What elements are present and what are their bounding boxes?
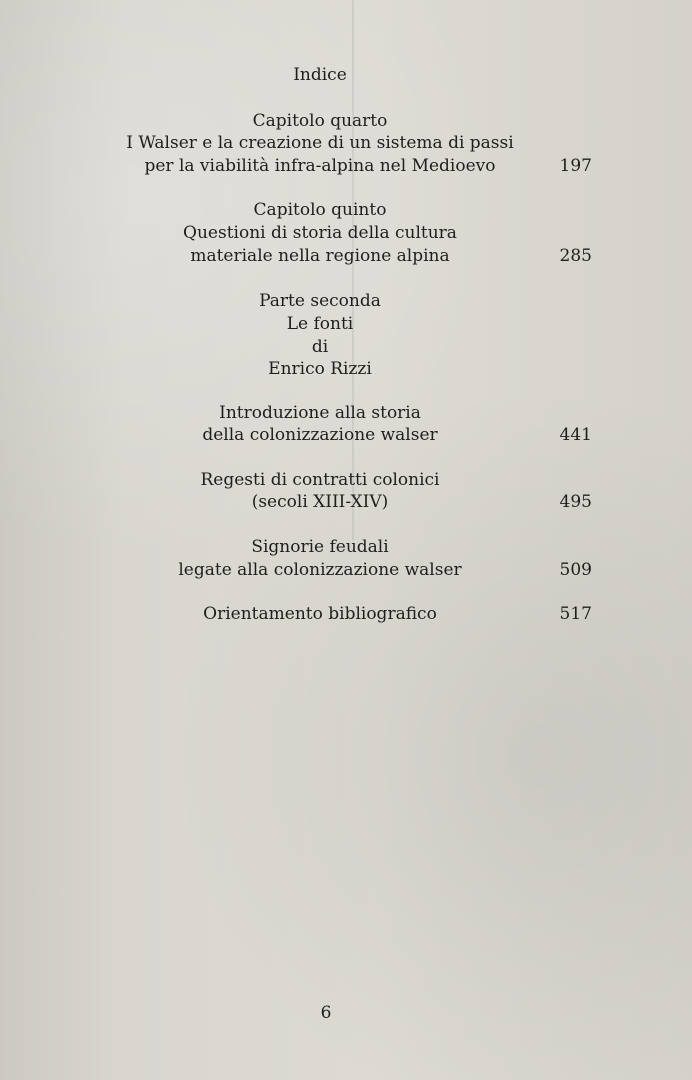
entry-6-page-number: 509 bbox=[559, 560, 592, 580]
entry-1-page-number: 197 bbox=[559, 156, 592, 176]
entry-7-page-number: 517 bbox=[559, 604, 592, 624]
entry-2-line-3: materiale nella regione alpina bbox=[190, 246, 450, 266]
entry-2-line-1: Capitolo quinto bbox=[253, 200, 387, 220]
entry-1-line-3: per la viabilità infra-alpina nel Medioevo bbox=[144, 156, 496, 176]
entry-4-line-2: della colonizzazione walser bbox=[202, 425, 438, 445]
index-title: Indice bbox=[293, 65, 347, 85]
part-two-line-4: Enrico Rizzi bbox=[268, 359, 372, 379]
entry-7-line-1: Orientamento bibliografico bbox=[203, 604, 437, 624]
entry-6-line-1: Signorie feudali bbox=[251, 537, 389, 557]
entry-4-page-number: 441 bbox=[559, 425, 592, 445]
part-two-line-1: Parte seconda bbox=[259, 291, 381, 311]
entry-1-line-1: Capitolo quarto bbox=[252, 111, 388, 131]
entry-5-line-1: Regesti di contratti colonici bbox=[200, 470, 440, 490]
part-two-line-3: di bbox=[311, 337, 329, 357]
entry-2-page-number: 285 bbox=[559, 246, 592, 266]
part-two-line-2: Le fonti bbox=[286, 314, 354, 334]
entry-6-line-2: legate alla colonizzazione walser bbox=[178, 560, 462, 580]
entry-4-line-1: Introduzione alla storia bbox=[219, 403, 421, 423]
entry-1-line-2: I Walser e la creazione di un sistema di passi bbox=[126, 133, 514, 153]
entry-5-page-number: 495 bbox=[559, 492, 592, 512]
footer-page-number: 6 bbox=[320, 1003, 332, 1023]
entry-5-line-2: (secoli XIII-XIV) bbox=[251, 492, 389, 512]
entry-2-line-2: Questioni di storia della cultura bbox=[183, 223, 457, 243]
